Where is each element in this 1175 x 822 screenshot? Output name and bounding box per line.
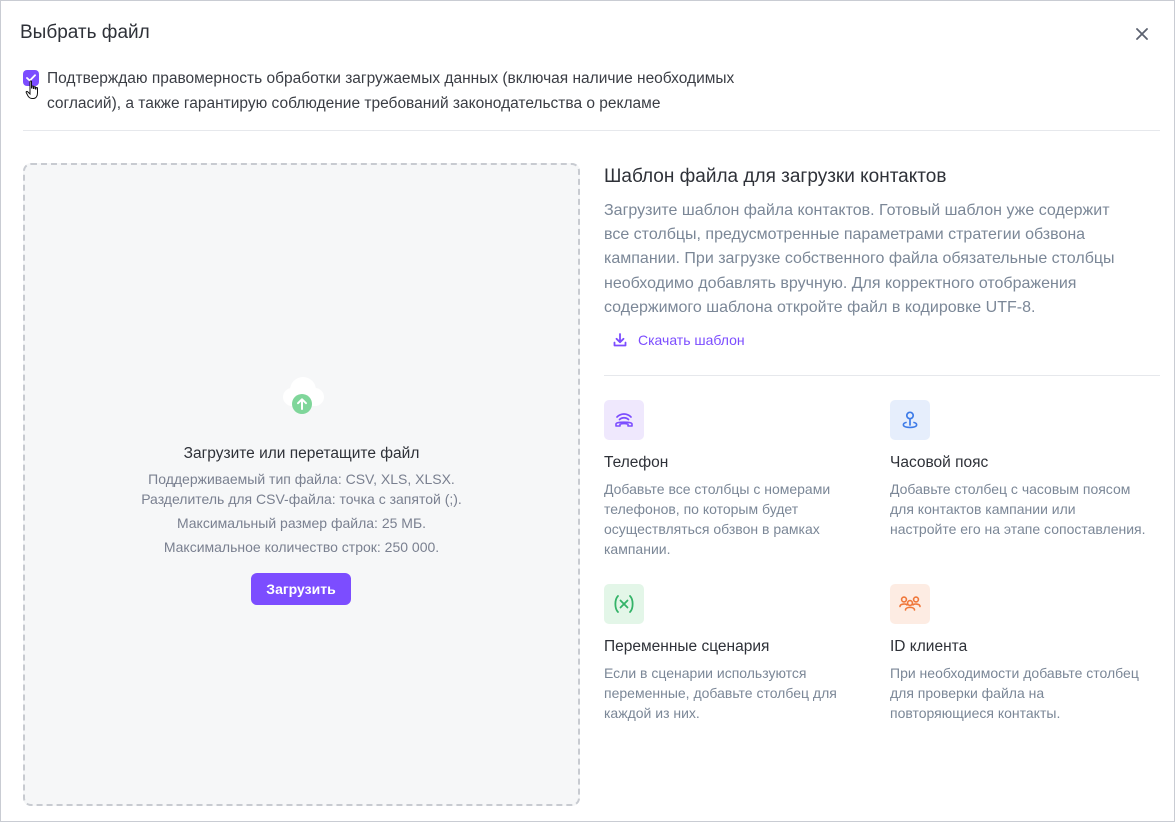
hand-cursor-icon (25, 80, 41, 100)
consent-row (23, 67, 843, 116)
phone-icon (613, 409, 635, 431)
feature-desc-line: для контактов кампании или (890, 501, 1076, 517)
template-desc-line: все столбцы, предусмотренные параметрами стратегии обзвона (604, 226, 1086, 244)
feature-desc-line: для проверки файла на (890, 685, 1045, 701)
close-icon (1136, 28, 1148, 40)
location-pin-icon (899, 409, 921, 431)
upload-button[interactable]: Загрузить (251, 573, 351, 605)
template-desc-line: необходимо добавлять вручную. Для корректного отображения (604, 274, 1077, 292)
cloud-upload-icon (278, 373, 328, 415)
download-icon (612, 332, 628, 348)
feature-desc-line: При необходимости добавьте столбец (890, 665, 1139, 681)
feature-title: Часовой пояс (890, 454, 989, 471)
consent-line-2: согласий), а также гарантирую соблюдение требований законодательства о рекламе (47, 94, 661, 112)
dialog-title: Выбрать файл (20, 22, 150, 43)
feature-desc-line: переменные, добавьте столбец для (604, 685, 837, 701)
feature-description (890, 479, 1162, 539)
feature-desc-line: повторяющиеся контакты. (890, 705, 1061, 721)
dropzone-delimiter: Разделитель для CSV-файла: точка с запятой (;). (141, 491, 462, 507)
dropzone-title: Загрузите или перетащите файл (183, 445, 420, 462)
feature-desc-line: Если в сценарии используются (604, 665, 807, 681)
template-desc-line: содержимого шаблона откройте файл в кодировке UTF-8. (604, 298, 1036, 316)
users-icon-tile (890, 584, 930, 624)
location-pin-icon-tile (890, 400, 930, 440)
feature-desc-line: настройте его на этапе сопоставления. (890, 521, 1146, 537)
dropzone-file-types: Поддерживаемый тип файла: CSV, XLS, XLSX. (148, 471, 455, 487)
feature-desc-line: Добавьте все столбцы с номерами (604, 481, 831, 497)
feature-description (890, 663, 1162, 723)
download-template-link[interactable] (612, 332, 745, 348)
feature-client-id (890, 584, 1160, 721)
feature-title: ID клиента (890, 638, 968, 655)
users-icon (898, 594, 922, 614)
template-description (604, 199, 1160, 320)
feature-desc-line: каждой из них. (604, 705, 700, 721)
download-template-label: Скачать шаблон (638, 332, 745, 348)
dropzone-max-size: Максимальный размер файла: 25 МБ. (176, 515, 427, 531)
feature-description (604, 479, 876, 559)
divider (604, 375, 1160, 376)
variable-icon (612, 594, 636, 614)
feature-desc-line: Добавьте столбец с часовым поясом (890, 481, 1131, 497)
template-desc-line: Загрузите шаблон файла контактов. Готовый шаблон уже содержит (604, 202, 1110, 219)
feature-variables (604, 584, 874, 721)
divider (23, 130, 1160, 131)
feature-desc-line: телефонов, по которым будет (604, 501, 799, 517)
template-desc-line: кампании. При загрузке собственного файла обязательные столбцы (604, 250, 1115, 268)
feature-desc-line: кампании. (604, 541, 671, 557)
feature-phone (604, 400, 874, 557)
dropzone-max-rows: Максимальное количество строк: 250 000. (163, 539, 440, 555)
close-button[interactable] (1131, 23, 1153, 45)
variable-icon-tile (604, 584, 644, 624)
template-title: Шаблон файла для загрузки контактов (604, 166, 947, 187)
consent-checkbox[interactable] (23, 70, 39, 86)
feature-description (604, 663, 876, 723)
file-dropzone[interactable] (23, 163, 580, 806)
feature-desc-line: осуществляться обзвон в рамках (604, 521, 820, 537)
consent-text (47, 67, 734, 116)
feature-title: Переменные сценария (604, 638, 770, 655)
feature-title: Телефон (604, 454, 669, 471)
feature-timezone (890, 400, 1160, 537)
consent-line-1: Подтверждаю правомерность обработки загружаемых данных (включая наличие необходимых (47, 70, 735, 87)
phone-icon-tile (604, 400, 644, 440)
